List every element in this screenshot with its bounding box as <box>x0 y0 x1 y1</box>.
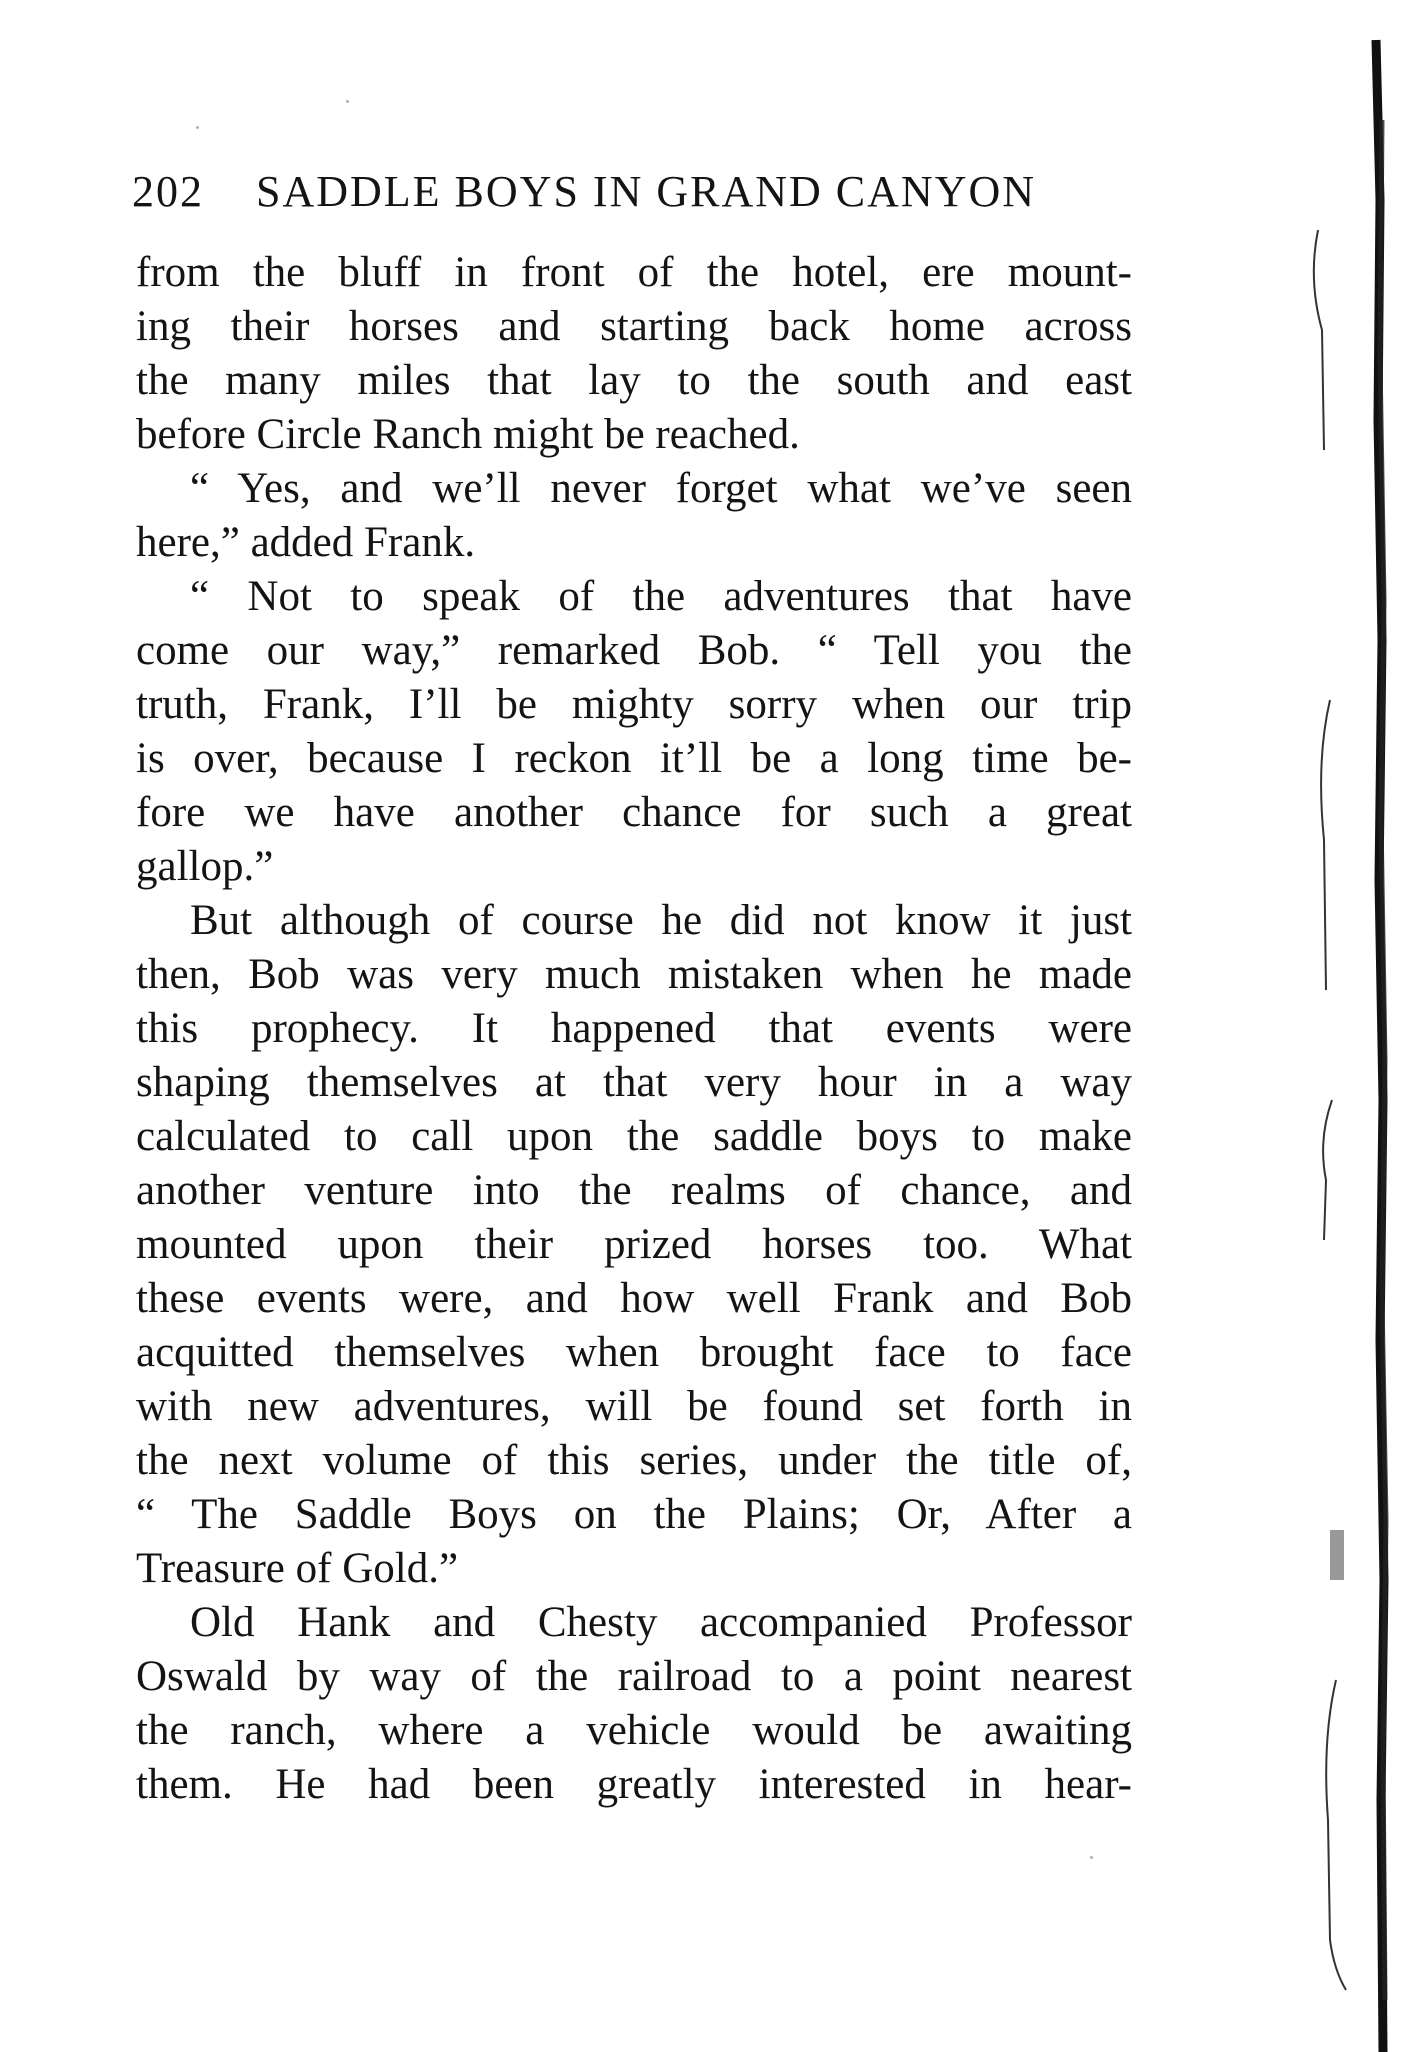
text-line: Old Hank and Chesty accompanied Professor <box>190 1599 1132 1646</box>
text-line: these events were, and how well Frank and Bob <box>136 1275 1132 1322</box>
text-line: the many miles that lay to the south and east <box>136 357 1132 404</box>
text-line: acquitted themselves when brought face to face <box>136 1329 1132 1376</box>
edge-mark <box>1321 700 1330 990</box>
paper-speck <box>346 100 349 103</box>
text-line: truth, Frank, I’ll be mighty sorry when our trip <box>136 681 1132 728</box>
text-line: shaping themselves at that very hour in a way <box>136 1059 1132 1106</box>
text-line: the next volume of this series, under the title of, <box>136 1437 1132 1484</box>
edge-mark <box>1323 1100 1332 1240</box>
text-line: “ The Saddle Boys on the Plains; Or, After a <box>136 1491 1132 1538</box>
paper-speck <box>1090 1856 1093 1859</box>
text-line: “ Yes, and we’ll never forget what we’ve seen <box>190 465 1132 512</box>
text-line: Oswald by way of the railroad to a point nearest <box>136 1653 1132 1700</box>
running-title: SADDLE BOYS IN GRAND CANYON <box>256 167 1037 216</box>
text-line: But although of course he did not know it just <box>190 897 1132 944</box>
text-line: this prophecy. It happened that events were <box>136 1005 1132 1052</box>
text-line: Treasure of Gold.” <box>136 1545 459 1592</box>
scanned-page-edge <box>1300 0 1412 2052</box>
paper-speck <box>196 126 199 129</box>
text-line: calculated to call upon the saddle boys to make <box>136 1113 1132 1160</box>
text-line: with new adventures, will be found set forth in <box>136 1383 1132 1430</box>
text-line: another venture into the realms of chance, and <box>136 1167 1132 1214</box>
text-line: ing their horses and starting back home across <box>136 303 1132 350</box>
text-line: “ Not to speak of the adventures that have <box>190 573 1132 620</box>
text-line: is over, because I reckon it’ll be a long time be- <box>136 735 1132 782</box>
edge-smudge <box>1330 1530 1344 1580</box>
text-line: them. He had been greatly interested in hear- <box>136 1761 1132 1808</box>
page-number: 202 <box>132 167 204 216</box>
text-line: before Circle Ranch might be reached. <box>136 411 800 458</box>
edge-mark <box>1326 1680 1346 1990</box>
text-line: from the bluff in front of the hotel, ere mount- <box>136 249 1132 296</box>
text-line: gallop.” <box>136 843 274 890</box>
text-line: come our way,” remarked Bob. “ Tell you the <box>136 627 1132 674</box>
edge-mark <box>1314 230 1324 450</box>
text-line: here,” added Frank. <box>136 519 476 566</box>
running-header <box>132 166 1132 226</box>
text-line: fore we have another chance for such a great <box>136 789 1132 836</box>
text-line: mounted upon their prized horses too. What <box>136 1221 1132 1268</box>
text-line: the ranch, where a vehicle would be awaiting <box>136 1707 1132 1754</box>
text-line: then, Bob was very much mistaken when he made <box>136 951 1132 998</box>
